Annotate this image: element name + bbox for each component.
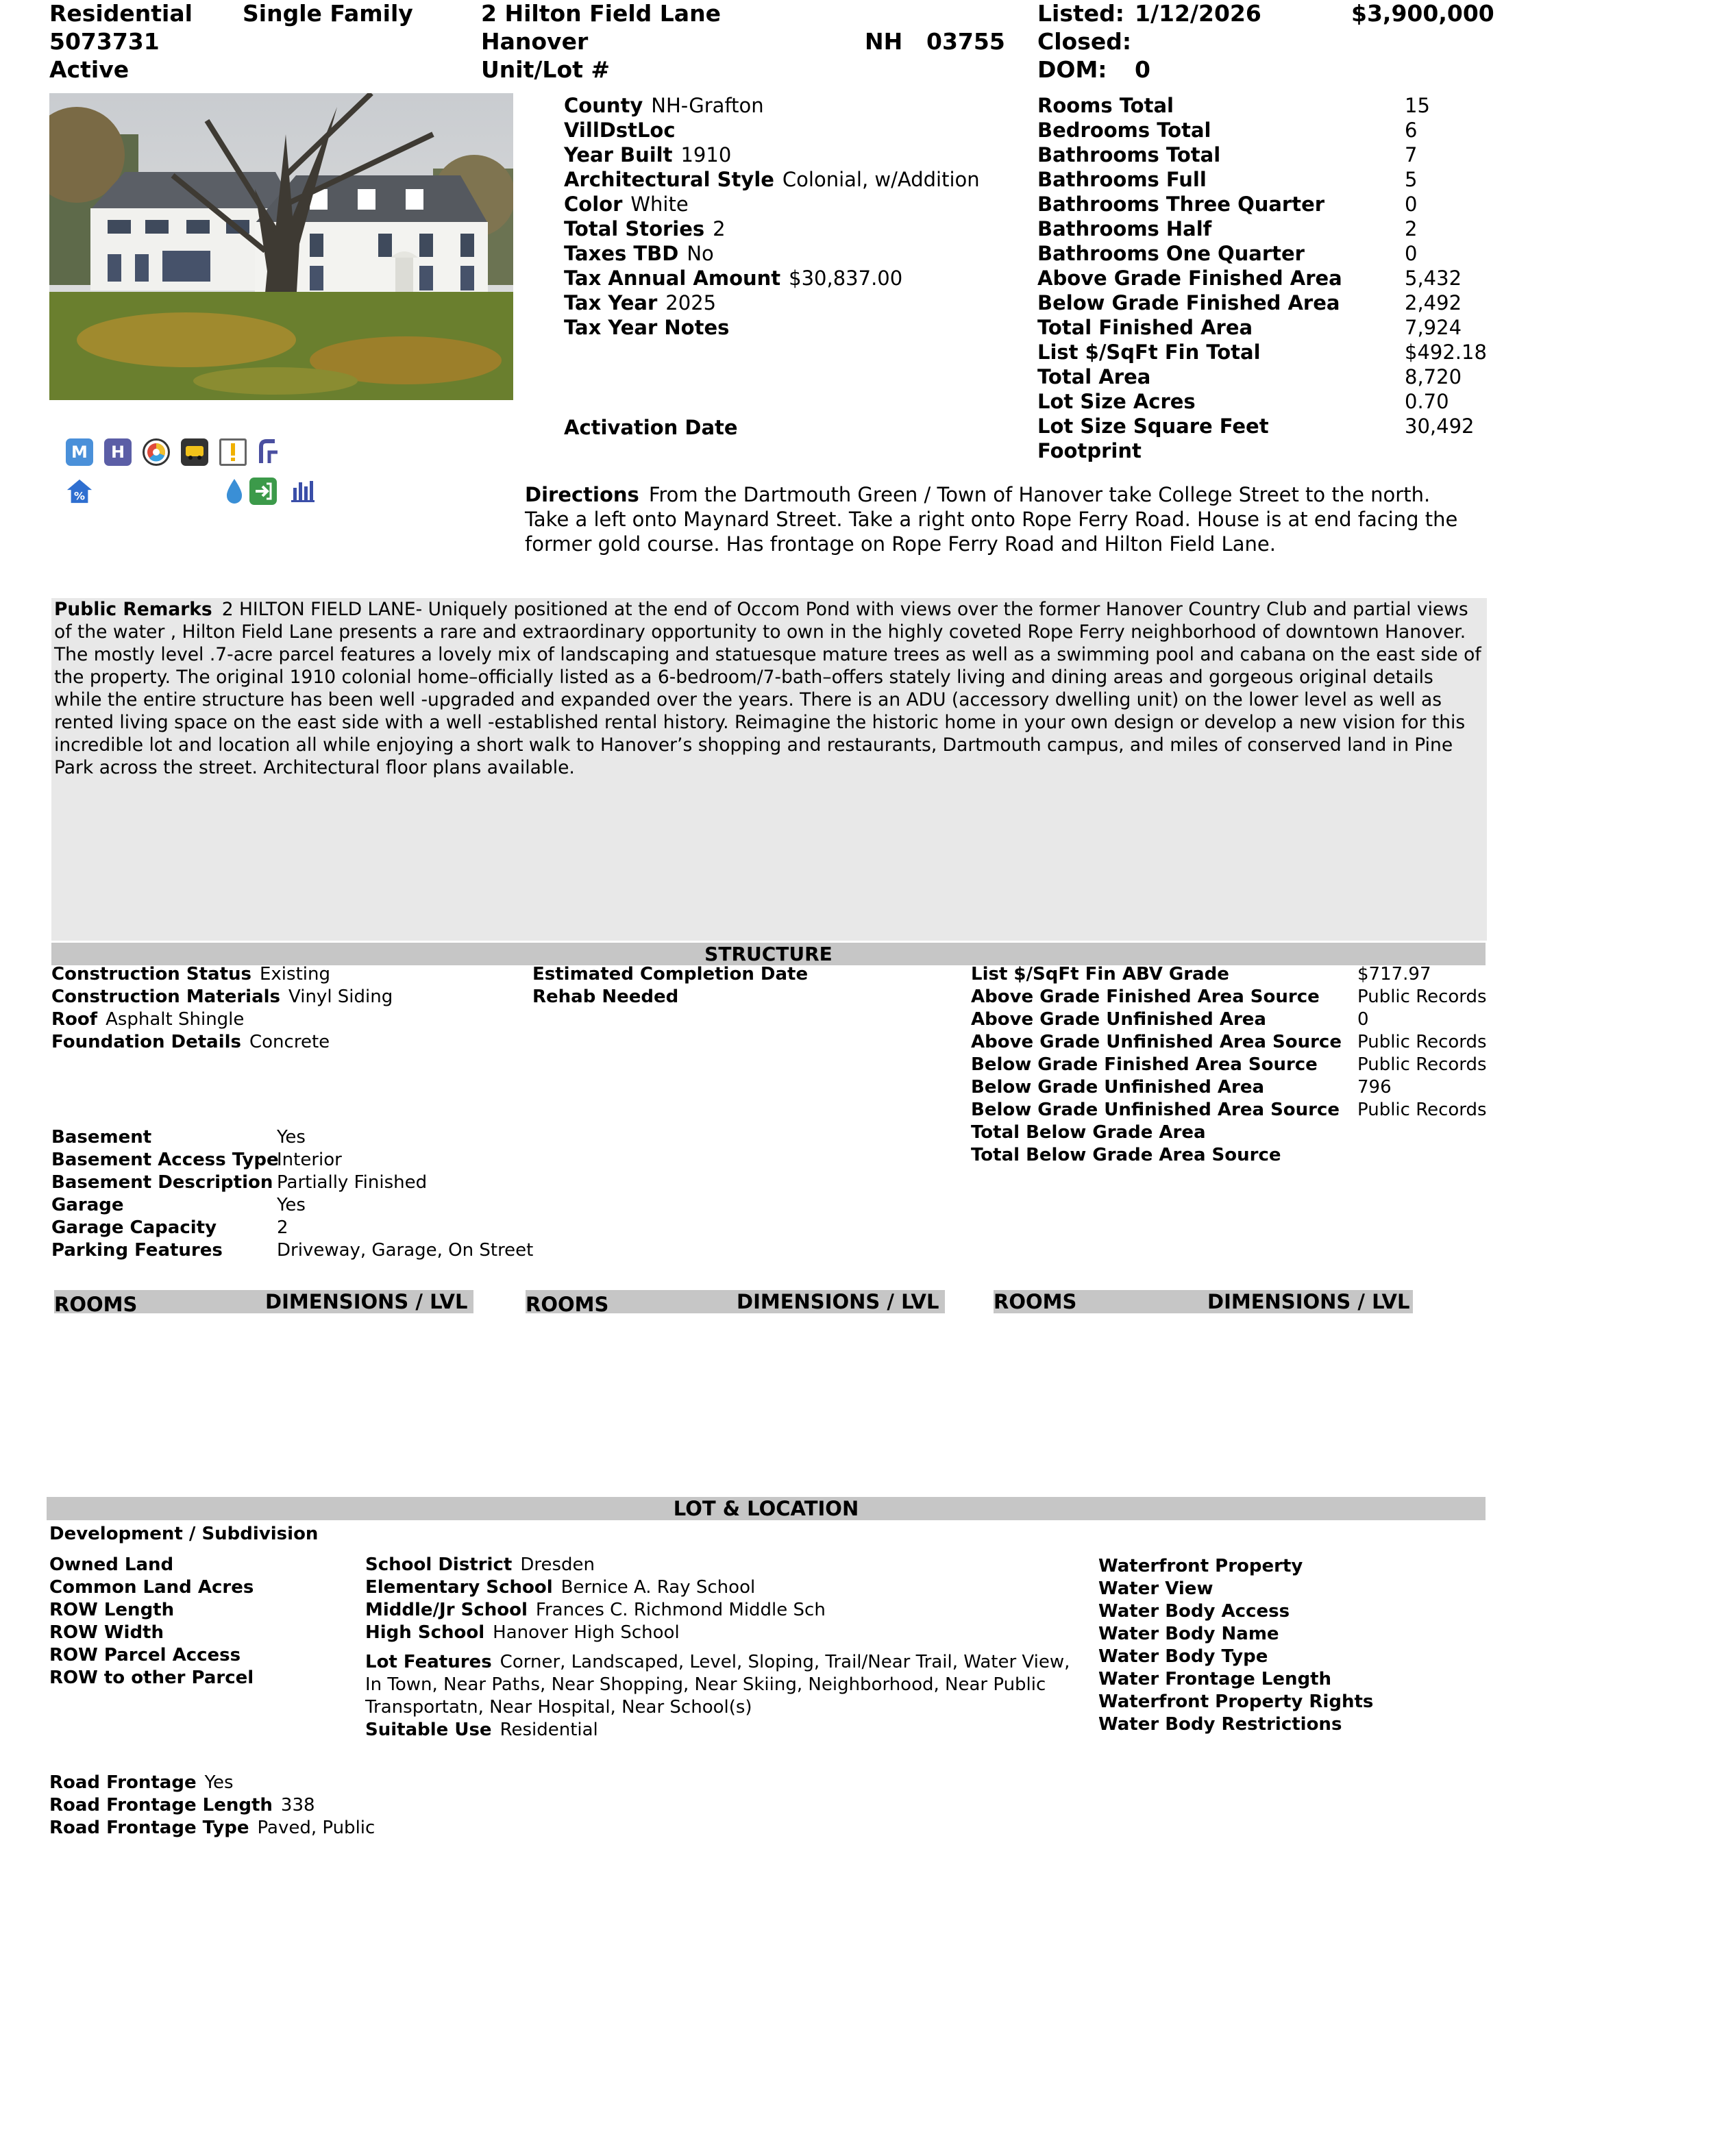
area-label: Above Grade Unfinished Area	[971, 1009, 1266, 1030]
lot-left-label: Common Land Acres	[49, 1577, 254, 1598]
room-stat-value: 8,720	[1405, 365, 1462, 388]
stairs-icon[interactable]	[255, 437, 282, 464]
room-stat-value: 7	[1405, 143, 1418, 166]
listing-status: Active	[49, 56, 130, 83]
basement-label: Parking Features	[51, 1240, 223, 1261]
area-label: Total Below Grade Area Source	[971, 1145, 1281, 1165]
basement-label: Basement	[51, 1127, 152, 1148]
basement-value: Partially Finished	[277, 1172, 428, 1193]
room-stat-value: 7,924	[1405, 316, 1462, 339]
high-school-row: High School Hanover High School	[365, 1622, 680, 1643]
school-bus-icon[interactable]	[181, 438, 208, 466]
area-value: Public Records	[1357, 1100, 1487, 1120]
lot-left-label: ROW to other Parcel	[49, 1668, 254, 1688]
room-stat-value: 0	[1405, 193, 1418, 216]
county-row: County NH-Grafton	[564, 94, 764, 117]
room-stat-value: 0	[1405, 242, 1418, 265]
arch-style-row: Architectural Style Colonial, w/Addition	[564, 168, 980, 191]
listed-date: 1/12/2026	[1135, 0, 1261, 27]
area-label: Above Grade Unfinished Area Source	[971, 1032, 1342, 1052]
room-stat-value: 5	[1405, 168, 1418, 191]
property-photo[interactable]	[49, 93, 513, 400]
est-completion-label: Estimated Completion Date	[532, 964, 809, 984]
area-label: List $/SqFt Fin ABV Grade	[971, 964, 1229, 984]
room-stat-label: Lot Size Square Feet	[1037, 414, 1269, 438]
basement-label: Garage	[51, 1195, 124, 1215]
water-label: Water View	[1098, 1578, 1213, 1599]
room-stat-label: Total Area	[1037, 365, 1151, 388]
water-label: Water Body Restrictions	[1098, 1714, 1342, 1735]
road-frontage-type-row: Road Frontage Type Paved, Public	[49, 1818, 375, 1838]
mls-number: 5073731	[49, 28, 160, 55]
development-label: Development / Subdivision	[49, 1524, 319, 1544]
basement-label: Basement Access Type	[51, 1150, 279, 1170]
road-frontage-row: Road Frontage Yes	[49, 1772, 234, 1793]
room-stat-label: Bedrooms Total	[1037, 119, 1211, 142]
basement-label: Basement Description	[51, 1172, 273, 1193]
area-label: Below Grade Unfinished Area Source	[971, 1100, 1340, 1120]
lot-left-label: ROW Width	[49, 1622, 164, 1643]
room-stat-value: 6	[1405, 119, 1418, 142]
area-label: Below Grade Unfinished Area	[971, 1077, 1265, 1098]
property-type: Residential	[49, 0, 193, 27]
villdstloc-label: VillDstLoc	[564, 119, 676, 142]
area-label: Above Grade Finished Area Source	[971, 987, 1320, 1007]
state: NH	[865, 28, 903, 55]
zip: 03755	[926, 28, 1005, 55]
tax-year-notes-label: Tax Year Notes	[564, 316, 730, 339]
color-row: Color White	[564, 193, 689, 216]
room-stat-value: 30,492	[1405, 414, 1475, 438]
water-label: Waterfront Property	[1098, 1556, 1303, 1576]
house-illustration	[49, 93, 513, 400]
room-stat-value: 5,432	[1405, 267, 1462, 290]
unit-label: Unit/Lot #	[481, 56, 611, 83]
activation-date-label: Activation Date	[564, 416, 738, 439]
bar-chart-icon[interactable]	[289, 478, 317, 505]
room-stat-label: List $/SqFt Fin Total	[1037, 340, 1261, 364]
lot-left-label: ROW Parcel Access	[49, 1645, 241, 1665]
enter-arrow-icon[interactable]	[249, 478, 277, 505]
area-value: $717.97	[1357, 964, 1431, 984]
area-value: Public Records	[1357, 1054, 1487, 1075]
suitable-use-row: Suitable Use Residential	[365, 1720, 598, 1740]
room-stat-label: Rooms Total	[1037, 94, 1174, 117]
room-stat-value: 0.70	[1405, 390, 1449, 413]
svg-text:%: %	[73, 489, 86, 503]
tax-year-row: Tax Year 2025	[564, 291, 717, 314]
room-stat-value: 15	[1405, 94, 1430, 117]
rooms-header-3: ROOMS DIMENSIONS / LVL	[994, 1290, 1413, 1313]
room-stat-label: Below Grade Finished Area	[1037, 291, 1340, 314]
area-value: Public Records	[1357, 1032, 1487, 1052]
property-style: Single Family	[243, 0, 413, 27]
water-label: Water Body Name	[1098, 1624, 1279, 1644]
room-stat-value: 2	[1405, 217, 1418, 240]
tax-annual-row: Tax Annual Amount $30,837.00	[564, 267, 903, 290]
closed-label: Closed:	[1037, 28, 1132, 55]
area-label: Total Below Grade Area	[971, 1122, 1206, 1143]
roof-row: Roof Asphalt Shingle	[51, 1009, 245, 1030]
construction-materials-row: Construction Materials Vinyl Siding	[51, 987, 393, 1007]
room-stat-value: 2,492	[1405, 291, 1462, 314]
area-value: Public Records	[1357, 987, 1487, 1007]
room-stat-label: Bathrooms One Quarter	[1037, 242, 1305, 265]
lot-left-label: ROW Length	[49, 1600, 175, 1620]
listed-label: Listed:	[1037, 0, 1124, 27]
road-frontage-length-row: Road Frontage Length 338	[49, 1795, 315, 1816]
foundation-row: Foundation Details Concrete	[51, 1032, 330, 1052]
room-stat-label: Bathrooms Full	[1037, 168, 1207, 191]
color-wheel-icon[interactable]	[143, 438, 170, 466]
dom-label: DOM:	[1037, 56, 1107, 83]
percent-house-icon[interactable]	[66, 478, 93, 505]
room-stat-label: Footprint	[1037, 439, 1142, 462]
construction-status-row: Construction Status Existing	[51, 964, 330, 984]
water-label: Water Body Type	[1098, 1646, 1268, 1667]
water-label: Waterfront Property Rights	[1098, 1692, 1374, 1712]
room-stat-label: Bathrooms Total	[1037, 143, 1221, 166]
rooms-header-1: ROOMS DIMENSIONS / LVL	[54, 1290, 473, 1313]
water-label: Water Body Access	[1098, 1601, 1290, 1622]
room-stat-label: Total Finished Area	[1037, 316, 1253, 339]
school-district-row: School District Dresden	[365, 1554, 595, 1575]
public-remarks: Public Remarks 2 HILTON FIELD LANE- Uniquely positioned at the end of Occom Pond with views over the former Hanover Country Club and partial views of the water , Hilton Field Lane presents a rare and extraordinary opportunity to own in the highly coveted Rope Ferry neighborhood of downtown Hanover. The mostly level .7-acre parcel features a lovely mix of landscaping and statuesque mature trees as well as a swimming pool and cabana on the east side of the property. The original 1910 colonial home–officially listed as a 6-bedroom/7-bath–offers stately living and dining areas and gorgeous original details while the entire structure has been well -upgraded and expanded over the years. There is an ADU (accessory dwelling unit) on the lower level as well as rented living space on the east side with a well -established rental history. Reimagine the historic home in your own design or develop a new vision for this incredible lot and location all while enjoying a short walk to Hanover’s shopping and restaurants, Dartmouth campus, and miles of conserved land in Pine Park across the street. Architectural floor plans available.	[54, 599, 1481, 778]
basement-label: Garage Capacity	[51, 1217, 217, 1238]
dom-value: 0	[1135, 56, 1150, 83]
mls-icon[interactable]: M	[66, 438, 93, 466]
water-label: Water Frontage Length	[1098, 1669, 1332, 1689]
town: Hanover	[481, 28, 589, 55]
stories-row: Total Stories 2	[564, 217, 726, 240]
basement-value: Interior	[277, 1150, 342, 1170]
room-stat-label: Lot Size Acres	[1037, 390, 1196, 413]
area-value: 796	[1357, 1077, 1392, 1098]
basement-value: Yes	[277, 1195, 306, 1215]
basement-value: Yes	[277, 1127, 306, 1148]
directions: Directions From the Dartmouth Green / Town of Hanover take College Street to the north. Take a left onto Maynard Street. Take a right onto Rope Ferry Road. House is at end facing the former gold course. Has frontage on Rope Ferry Road and Hilton Field Lane.	[525, 483, 1458, 556]
room-stat-label: Bathrooms Three Quarter	[1037, 193, 1325, 216]
rooms-header-2: ROOMS DIMENSIONS / LVL	[526, 1290, 945, 1313]
area-value: 0	[1357, 1009, 1369, 1030]
lot-features-row: Lot Features Corner, Landscaped, Level, Sloping, Trail/Near Trail, Water View, In Town, Near Paths, Near Shopping, Near Skiing, Neighborhood, Near Public Transportatn, Near Hospital, Near School(s)	[365, 1652, 1070, 1718]
structure-header: STRUCTURE	[51, 943, 1486, 965]
basement-value: 2	[277, 1217, 288, 1238]
lot-location-header: LOT & LOCATION	[47, 1497, 1486, 1520]
alert-icon[interactable]	[219, 438, 247, 466]
room-stat-label: Above Grade Finished Area	[1037, 267, 1342, 290]
area-label: Below Grade Finished Area Source	[971, 1054, 1318, 1075]
taxes-tbd-row: Taxes TBD No	[564, 242, 714, 265]
room-stat-label: Bathrooms Half	[1037, 217, 1212, 240]
water-drop-icon[interactable]	[221, 478, 248, 505]
room-stat-value: $492.18	[1405, 340, 1487, 364]
address: 2 Hilton Field Lane	[481, 0, 721, 27]
middle-school-row: Middle/Jr School Frances C. Richmond Middle Sch	[365, 1600, 826, 1620]
basement-value: Driveway, Garage, On Street	[277, 1240, 534, 1261]
list-price: $3,900,000	[1351, 0, 1494, 27]
elementary-row: Elementary School Bernice A. Ray School	[365, 1577, 756, 1598]
lot-left-label: Owned Land	[49, 1554, 174, 1575]
rehab-needed-label: Rehab Needed	[532, 987, 679, 1007]
hanover-icon[interactable]: H	[104, 438, 132, 466]
year-built-row: Year Built 1910	[564, 143, 732, 166]
